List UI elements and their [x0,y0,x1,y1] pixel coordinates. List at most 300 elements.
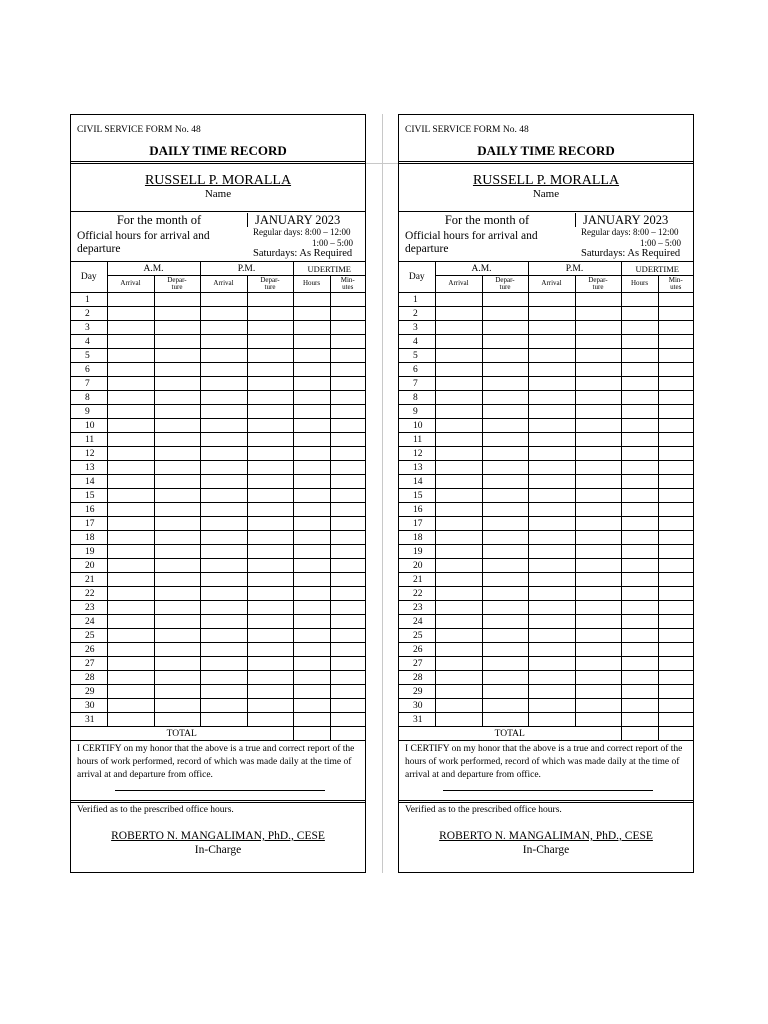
undertime-minutes-cell[interactable] [330,293,365,307]
undertime-minutes-cell[interactable] [658,699,693,713]
undertime-hours-cell[interactable] [293,573,330,587]
am-arrival-cell[interactable] [435,615,482,629]
am-departure-cell[interactable] [482,489,528,503]
undertime-hours-cell[interactable] [621,657,658,671]
undertime-hours-cell[interactable] [293,559,330,573]
pm-arrival-cell[interactable] [200,447,247,461]
am-departure-cell[interactable] [154,405,200,419]
am-departure-cell[interactable] [482,713,528,727]
am-arrival-cell[interactable] [435,475,482,489]
am-departure-cell[interactable] [482,643,528,657]
undertime-minutes-cell[interactable] [658,349,693,363]
am-departure-cell[interactable] [482,377,528,391]
undertime-hours-cell[interactable] [293,713,330,727]
undertime-hours-cell[interactable] [293,615,330,629]
am-arrival-cell[interactable] [435,391,482,405]
am-departure-cell[interactable] [154,559,200,573]
am-arrival-cell[interactable] [107,307,154,321]
am-departure-cell[interactable] [482,601,528,615]
am-arrival-cell[interactable] [435,531,482,545]
am-arrival-cell[interactable] [435,685,482,699]
undertime-minutes-cell[interactable] [330,517,365,531]
pm-departure-cell[interactable] [247,447,293,461]
pm-departure-cell[interactable] [575,293,621,307]
am-arrival-cell[interactable] [107,601,154,615]
am-departure-cell[interactable] [482,629,528,643]
pm-departure-cell[interactable] [575,321,621,335]
pm-departure-cell[interactable] [575,433,621,447]
undertime-hours-cell[interactable] [621,433,658,447]
pm-arrival-cell[interactable] [528,335,575,349]
pm-departure-cell[interactable] [575,587,621,601]
undertime-minutes-cell[interactable] [330,419,365,433]
undertime-hours-cell[interactable] [293,601,330,615]
undertime-minutes-cell[interactable] [658,657,693,671]
am-arrival-cell[interactable] [435,335,482,349]
am-departure-cell[interactable] [482,671,528,685]
undertime-minutes-cell[interactable] [658,503,693,517]
am-arrival-cell[interactable] [435,461,482,475]
pm-arrival-cell[interactable] [528,643,575,657]
am-departure-cell[interactable] [154,433,200,447]
undertime-hours-cell[interactable] [621,559,658,573]
am-arrival-cell[interactable] [435,447,482,461]
pm-arrival-cell[interactable] [528,293,575,307]
pm-arrival-cell[interactable] [528,615,575,629]
am-arrival-cell[interactable] [435,629,482,643]
am-departure-cell[interactable] [482,615,528,629]
pm-departure-cell[interactable] [247,587,293,601]
pm-arrival-cell[interactable] [200,601,247,615]
pm-arrival-cell[interactable] [528,545,575,559]
undertime-minutes-cell[interactable] [330,685,365,699]
am-arrival-cell[interactable] [107,671,154,685]
pm-departure-cell[interactable] [247,391,293,405]
undertime-hours-cell[interactable] [293,531,330,545]
pm-departure-cell[interactable] [247,699,293,713]
am-arrival-cell[interactable] [435,349,482,363]
pm-departure-cell[interactable] [247,601,293,615]
undertime-minutes-cell[interactable] [658,405,693,419]
am-departure-cell[interactable] [154,377,200,391]
undertime-minutes-cell[interactable] [330,433,365,447]
am-departure-cell[interactable] [154,475,200,489]
am-arrival-cell[interactable] [435,559,482,573]
pm-arrival-cell[interactable] [528,433,575,447]
am-departure-cell[interactable] [482,349,528,363]
undertime-hours-cell[interactable] [621,587,658,601]
pm-arrival-cell[interactable] [528,629,575,643]
am-departure-cell[interactable] [482,419,528,433]
pm-arrival-cell[interactable] [200,489,247,503]
pm-departure-cell[interactable] [575,713,621,727]
am-arrival-cell[interactable] [107,685,154,699]
undertime-minutes-cell[interactable] [658,713,693,727]
pm-departure-cell[interactable] [575,573,621,587]
pm-arrival-cell[interactable] [200,685,247,699]
undertime-hours-cell[interactable] [293,629,330,643]
am-departure-cell[interactable] [154,489,200,503]
pm-departure-cell[interactable] [247,671,293,685]
am-arrival-cell[interactable] [107,461,154,475]
pm-departure-cell[interactable] [247,629,293,643]
undertime-hours-cell[interactable] [293,419,330,433]
am-arrival-cell[interactable] [435,433,482,447]
pm-arrival-cell[interactable] [200,643,247,657]
undertime-hours-cell[interactable] [621,475,658,489]
undertime-hours-cell[interactable] [293,517,330,531]
pm-departure-cell[interactable] [575,377,621,391]
pm-departure-cell[interactable] [575,559,621,573]
undertime-hours-cell[interactable] [293,335,330,349]
undertime-minutes-cell[interactable] [330,629,365,643]
pm-arrival-cell[interactable] [200,461,247,475]
undertime-minutes-cell[interactable] [330,531,365,545]
pm-departure-cell[interactable] [575,629,621,643]
am-arrival-cell[interactable] [107,643,154,657]
pm-arrival-cell[interactable] [200,335,247,349]
am-arrival-cell[interactable] [107,573,154,587]
am-departure-cell[interactable] [154,657,200,671]
am-departure-cell[interactable] [154,587,200,601]
undertime-hours-cell[interactable] [621,685,658,699]
am-arrival-cell[interactable] [107,503,154,517]
pm-departure-cell[interactable] [247,531,293,545]
pm-arrival-cell[interactable] [200,433,247,447]
pm-arrival-cell[interactable] [200,657,247,671]
am-arrival-cell[interactable] [435,657,482,671]
undertime-minutes-cell[interactable] [330,601,365,615]
am-departure-cell[interactable] [154,391,200,405]
undertime-hours-cell[interactable] [621,363,658,377]
pm-arrival-cell[interactable] [528,699,575,713]
am-arrival-cell[interactable] [107,335,154,349]
undertime-hours-cell[interactable] [293,391,330,405]
pm-arrival-cell[interactable] [200,307,247,321]
undertime-minutes-cell[interactable] [658,307,693,321]
undertime-minutes-cell[interactable] [658,461,693,475]
pm-arrival-cell[interactable] [200,377,247,391]
pm-departure-cell[interactable] [575,517,621,531]
am-arrival-cell[interactable] [107,545,154,559]
pm-departure-cell[interactable] [247,349,293,363]
pm-arrival-cell[interactable] [528,461,575,475]
pm-arrival-cell[interactable] [200,713,247,727]
pm-arrival-cell[interactable] [528,531,575,545]
am-departure-cell[interactable] [482,321,528,335]
pm-arrival-cell[interactable] [528,489,575,503]
undertime-minutes-cell[interactable] [658,629,693,643]
undertime-hours-cell[interactable] [621,335,658,349]
am-departure-cell[interactable] [154,643,200,657]
undertime-minutes-cell[interactable] [658,545,693,559]
am-arrival-cell[interactable] [107,699,154,713]
undertime-minutes-cell[interactable] [658,489,693,503]
undertime-minutes-cell[interactable] [658,391,693,405]
am-arrival-cell[interactable] [435,573,482,587]
am-arrival-cell[interactable] [435,671,482,685]
undertime-minutes-cell[interactable] [330,461,365,475]
pm-arrival-cell[interactable] [200,559,247,573]
pm-arrival-cell[interactable] [528,517,575,531]
am-departure-cell[interactable] [482,405,528,419]
pm-arrival-cell[interactable] [200,629,247,643]
pm-arrival-cell[interactable] [200,573,247,587]
am-departure-cell[interactable] [154,573,200,587]
am-arrival-cell[interactable] [107,363,154,377]
am-arrival-cell[interactable] [435,601,482,615]
am-arrival-cell[interactable] [435,293,482,307]
am-arrival-cell[interactable] [107,615,154,629]
am-departure-cell[interactable] [482,503,528,517]
am-arrival-cell[interactable] [435,307,482,321]
pm-arrival-cell[interactable] [528,587,575,601]
undertime-hours-cell[interactable] [621,461,658,475]
undertime-minutes-cell[interactable] [658,447,693,461]
undertime-hours-cell[interactable] [293,503,330,517]
am-arrival-cell[interactable] [107,349,154,363]
undertime-hours-cell[interactable] [621,601,658,615]
am-departure-cell[interactable] [482,447,528,461]
pm-departure-cell[interactable] [575,349,621,363]
undertime-minutes-cell[interactable] [330,643,365,657]
pm-departure-cell[interactable] [247,713,293,727]
am-departure-cell[interactable] [482,475,528,489]
am-departure-cell[interactable] [154,363,200,377]
pm-arrival-cell[interactable] [528,391,575,405]
pm-arrival-cell[interactable] [528,601,575,615]
undertime-minutes-cell[interactable] [658,531,693,545]
am-departure-cell[interactable] [154,307,200,321]
undertime-hours-cell[interactable] [293,321,330,335]
pm-arrival-cell[interactable] [200,321,247,335]
undertime-minutes-cell[interactable] [330,573,365,587]
undertime-minutes-cell[interactable] [330,713,365,727]
undertime-hours-cell[interactable] [621,531,658,545]
pm-departure-cell[interactable] [247,657,293,671]
pm-arrival-cell[interactable] [200,531,247,545]
pm-departure-cell[interactable] [575,307,621,321]
am-arrival-cell[interactable] [435,699,482,713]
pm-departure-cell[interactable] [575,335,621,349]
undertime-minutes-cell[interactable] [330,321,365,335]
undertime-hours-cell[interactable] [293,489,330,503]
undertime-minutes-cell[interactable] [658,321,693,335]
pm-arrival-cell[interactable] [528,405,575,419]
pm-arrival-cell[interactable] [200,615,247,629]
undertime-minutes-cell[interactable] [330,671,365,685]
undertime-hours-cell[interactable] [293,461,330,475]
am-departure-cell[interactable] [482,363,528,377]
pm-departure-cell[interactable] [575,419,621,433]
am-departure-cell[interactable] [482,685,528,699]
undertime-minutes-cell[interactable] [330,377,365,391]
undertime-minutes-cell[interactable] [330,615,365,629]
am-arrival-cell[interactable] [107,587,154,601]
undertime-hours-cell[interactable] [293,405,330,419]
pm-departure-cell[interactable] [575,643,621,657]
am-departure-cell[interactable] [482,517,528,531]
am-arrival-cell[interactable] [107,447,154,461]
total-minutes-cell[interactable] [330,727,365,741]
undertime-minutes-cell[interactable] [330,503,365,517]
am-departure-cell[interactable] [154,461,200,475]
undertime-minutes-cell[interactable] [330,405,365,419]
undertime-minutes-cell[interactable] [658,475,693,489]
undertime-minutes-cell[interactable] [330,545,365,559]
am-departure-cell[interactable] [482,433,528,447]
am-arrival-cell[interactable] [107,405,154,419]
am-departure-cell[interactable] [482,461,528,475]
undertime-hours-cell[interactable] [621,503,658,517]
undertime-minutes-cell[interactable] [330,587,365,601]
am-departure-cell[interactable] [482,335,528,349]
pm-departure-cell[interactable] [247,517,293,531]
am-departure-cell[interactable] [482,699,528,713]
undertime-minutes-cell[interactable] [658,671,693,685]
pm-arrival-cell[interactable] [200,349,247,363]
pm-departure-cell[interactable] [575,363,621,377]
pm-arrival-cell[interactable] [528,573,575,587]
pm-departure-cell[interactable] [575,699,621,713]
undertime-hours-cell[interactable] [621,447,658,461]
am-arrival-cell[interactable] [435,489,482,503]
am-departure-cell[interactable] [482,307,528,321]
undertime-hours-cell[interactable] [293,363,330,377]
undertime-hours-cell[interactable] [293,587,330,601]
am-arrival-cell[interactable] [435,363,482,377]
total-minutes-cell[interactable] [658,727,693,741]
undertime-hours-cell[interactable] [621,419,658,433]
am-arrival-cell[interactable] [107,419,154,433]
pm-arrival-cell[interactable] [528,349,575,363]
pm-arrival-cell[interactable] [528,307,575,321]
am-departure-cell[interactable] [154,349,200,363]
undertime-hours-cell[interactable] [293,643,330,657]
undertime-minutes-cell[interactable] [658,335,693,349]
am-departure-cell[interactable] [154,531,200,545]
undertime-hours-cell[interactable] [621,405,658,419]
pm-departure-cell[interactable] [247,377,293,391]
pm-departure-cell[interactable] [575,531,621,545]
undertime-hours-cell[interactable] [293,307,330,321]
pm-departure-cell[interactable] [247,307,293,321]
am-arrival-cell[interactable] [435,587,482,601]
undertime-hours-cell[interactable] [621,643,658,657]
undertime-minutes-cell[interactable] [658,377,693,391]
undertime-hours-cell[interactable] [293,447,330,461]
pm-departure-cell[interactable] [575,447,621,461]
undertime-minutes-cell[interactable] [658,587,693,601]
am-arrival-cell[interactable] [107,293,154,307]
undertime-hours-cell[interactable] [293,475,330,489]
undertime-hours-cell[interactable] [621,377,658,391]
am-departure-cell[interactable] [154,713,200,727]
undertime-minutes-cell[interactable] [658,643,693,657]
pm-arrival-cell[interactable] [200,363,247,377]
am-departure-cell[interactable] [154,447,200,461]
undertime-minutes-cell[interactable] [330,335,365,349]
undertime-minutes-cell[interactable] [330,447,365,461]
undertime-minutes-cell[interactable] [330,699,365,713]
undertime-minutes-cell[interactable] [658,601,693,615]
undertime-minutes-cell[interactable] [330,391,365,405]
am-arrival-cell[interactable] [107,377,154,391]
pm-arrival-cell[interactable] [200,671,247,685]
am-departure-cell[interactable] [154,293,200,307]
undertime-minutes-cell[interactable] [658,363,693,377]
am-departure-cell[interactable] [482,657,528,671]
pm-departure-cell[interactable] [247,503,293,517]
pm-departure-cell[interactable] [575,671,621,685]
undertime-minutes-cell[interactable] [658,573,693,587]
undertime-hours-cell[interactable] [293,685,330,699]
undertime-hours-cell[interactable] [621,699,658,713]
pm-departure-cell[interactable] [575,489,621,503]
undertime-hours-cell[interactable] [293,293,330,307]
pm-arrival-cell[interactable] [200,503,247,517]
pm-departure-cell[interactable] [247,643,293,657]
am-arrival-cell[interactable] [435,713,482,727]
am-departure-cell[interactable] [482,587,528,601]
am-arrival-cell[interactable] [435,503,482,517]
am-arrival-cell[interactable] [107,489,154,503]
pm-arrival-cell[interactable] [200,475,247,489]
am-arrival-cell[interactable] [435,321,482,335]
undertime-hours-cell[interactable] [621,615,658,629]
am-arrival-cell[interactable] [107,433,154,447]
pm-departure-cell[interactable] [575,545,621,559]
pm-departure-cell[interactable] [575,503,621,517]
undertime-hours-cell[interactable] [621,307,658,321]
pm-arrival-cell[interactable] [528,671,575,685]
pm-departure-cell[interactable] [247,363,293,377]
pm-arrival-cell[interactable] [200,517,247,531]
am-departure-cell[interactable] [154,545,200,559]
pm-arrival-cell[interactable] [200,293,247,307]
undertime-minutes-cell[interactable] [330,349,365,363]
pm-departure-cell[interactable] [575,391,621,405]
am-departure-cell[interactable] [482,573,528,587]
am-arrival-cell[interactable] [107,713,154,727]
am-departure-cell[interactable] [154,503,200,517]
am-departure-cell[interactable] [482,391,528,405]
am-arrival-cell[interactable] [107,559,154,573]
am-arrival-cell[interactable] [435,419,482,433]
am-departure-cell[interactable] [482,531,528,545]
undertime-hours-cell[interactable] [293,671,330,685]
pm-departure-cell[interactable] [247,335,293,349]
pm-departure-cell[interactable] [575,405,621,419]
am-arrival-cell[interactable] [107,531,154,545]
pm-departure-cell[interactable] [247,545,293,559]
am-arrival-cell[interactable] [435,643,482,657]
pm-arrival-cell[interactable] [200,545,247,559]
am-arrival-cell[interactable] [107,629,154,643]
am-departure-cell[interactable] [154,699,200,713]
undertime-hours-cell[interactable] [293,349,330,363]
pm-departure-cell[interactable] [247,405,293,419]
am-departure-cell[interactable] [154,335,200,349]
pm-departure-cell[interactable] [247,489,293,503]
am-departure-cell[interactable] [154,685,200,699]
pm-arrival-cell[interactable] [200,405,247,419]
am-arrival-cell[interactable] [107,517,154,531]
pm-departure-cell[interactable] [247,685,293,699]
undertime-hours-cell[interactable] [621,629,658,643]
undertime-minutes-cell[interactable] [330,363,365,377]
am-arrival-cell[interactable] [435,517,482,531]
